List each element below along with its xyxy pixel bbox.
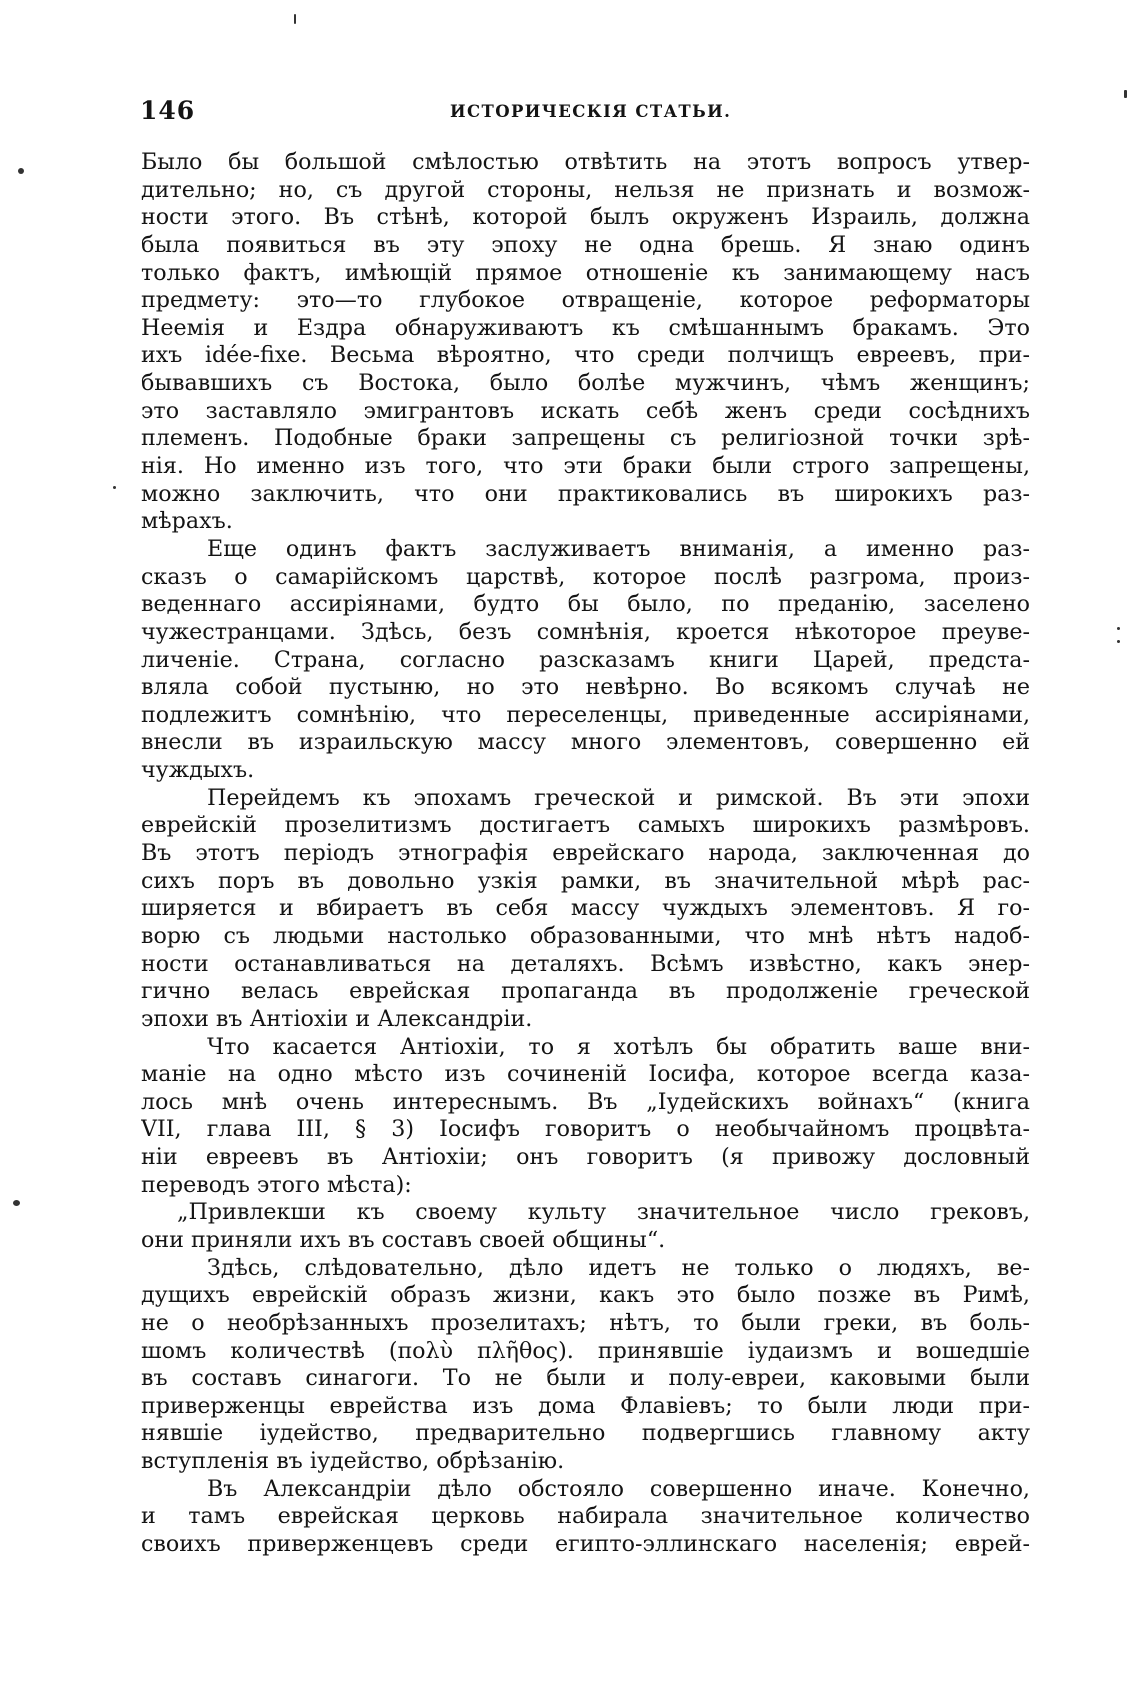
- text-line: VII, глава III, § 3) Іосифъ говоритъ о необычайномъ процвѣта-: [141, 1116, 1030, 1143]
- text-line: веденнаго ассиріянами, будто бы было, по преданію, заселено: [141, 591, 1030, 618]
- text-line: и тамъ еврейская церковь набирала значительное количество: [141, 1503, 1030, 1530]
- paragraph-start-line: Еще одинъ фактъ заслуживаетъ вниманія, а именно раз-: [207, 535, 1030, 562]
- text-line: ности этого. Въ стѣнѣ, которой былъ окруженъ Израиль, должна: [141, 204, 1030, 231]
- text-line: бывавшихъ съ Востока, было болѣе мужчинъ, чѣмъ женщинъ;: [141, 370, 1030, 397]
- text-line: маніе на одно мѣсто изъ сочиненій Іосифа, которое всегда каза-: [141, 1061, 1030, 1088]
- text-line: приверженцы еврейства изъ дома Флавіевъ; то были люди при-: [141, 1392, 1030, 1419]
- quote-line: „Привлекши къ своему культу значительное число грековъ,: [177, 1199, 1030, 1226]
- text-line: лось мнѣ очень интереснымъ. Въ „Іудейскихъ войнахъ“ (книга: [141, 1088, 1030, 1115]
- text-line: только фактъ, имѣющій прямое отношеніе къ занимающему насъ: [141, 259, 1030, 286]
- text-line: сихъ поръ въ довольно узкія рамки, въ значительной мѣрѣ рас-: [141, 867, 1030, 894]
- body-text: [141, 149, 1030, 1559]
- text-line: нія. Но именно изъ того, что эти браки были строго запрещены,: [141, 453, 1030, 480]
- text-line: шомъ количествѣ (πολὺ πλῆθος). принявшіе іудаизмъ и вошедшіе: [141, 1337, 1030, 1364]
- paragraph-start-line: Въ Александріи дѣло обстояло совершенно иначе. Конечно,: [207, 1475, 1030, 1502]
- running-title: ИСТОРИЧЕСКІЯ СТАТЬИ.: [450, 102, 732, 121]
- text-line: мѣрахъ.: [141, 508, 233, 535]
- text-line: эпохи въ Антіохіи и Александріи.: [141, 1005, 533, 1032]
- page-number: 146: [140, 96, 196, 125]
- text-line: подлежитъ сомнѣнію, что переселенцы, приведенные ассиріянами,: [141, 701, 1030, 728]
- text-line: вляла собой пустыню, но это невѣрно. Во всякомъ случаѣ не: [141, 674, 1030, 701]
- text-line: ихъ idée-fixe. Весьма вѣроятно, что среди полчищъ евреевъ, при-: [141, 342, 1030, 369]
- paragraph-start-line: Что касается Антіохіи, то я хотѣлъ бы обратить ваше вни-: [207, 1033, 1030, 1060]
- text-line: чужестранцами. Здѣсь, безъ сомнѣнія, кроется нѣкоторое преуве-: [141, 618, 1030, 645]
- paragraph-start-line: Здѣсь, слѣдовательно, дѣло идетъ не только о людяхъ, ве-: [207, 1254, 1030, 1281]
- text-line: Было бы большой смѣлостью отвѣтить на этотъ вопросъ утвер-: [141, 149, 1030, 175]
- text-line: личеніе. Страна, согласно разсказамъ книги Царей, предста-: [141, 646, 1030, 673]
- text-line: еврейскій прозелитизмъ достигаетъ самыхъ широкихъ размѣровъ.: [141, 812, 1030, 839]
- text-line: можно заключить, что они практиковались въ широкихъ раз-: [141, 480, 1030, 507]
- text-line: дительно; но, съ другой стороны, нельзя не признать и возмож-: [141, 176, 1030, 203]
- text-line: внесли въ израильскую массу много элементовъ, совершенно ей: [141, 729, 1030, 756]
- scan-speck: [1124, 90, 1127, 98]
- text-line: не о необрѣзанныхъ прозелитахъ; нѣтъ, то были греки, въ боль-: [141, 1309, 1030, 1336]
- paragraph-start-line: Перейдемъ къ эпохамъ греческой и римской. Въ эти эпохи: [207, 784, 1030, 811]
- scan-speck: [1117, 640, 1120, 643]
- text-line: вступленія въ іудейство, обрѣзанію.: [141, 1448, 565, 1475]
- scan-speck: [294, 14, 296, 24]
- text-line: чуждыхъ.: [141, 757, 255, 784]
- quote-line: они приняли ихъ въ составъ своей общины“.: [141, 1226, 666, 1253]
- text-line: дущихъ еврейскій образъ жизни, какъ это было позже въ Римѣ,: [141, 1282, 1030, 1309]
- text-line: предмету: это—то глубокое отвращеніе, которое реформаторы: [141, 287, 1030, 314]
- scan-speck: [18, 168, 24, 174]
- text-line: сказъ о самарійскомъ царствѣ, которое послѣ разгрома, произ-: [141, 563, 1030, 590]
- text-line: ворю съ людьми настолько образованными, что мнѣ нѣтъ надоб-: [141, 922, 1030, 949]
- page-header: [140, 94, 1040, 134]
- text-line: ности останавливаться на деталяхъ. Всѣмъ извѣстно, какъ энер-: [141, 950, 1030, 977]
- scan-speck: [13, 1200, 20, 1206]
- text-line: Въ этотъ періодъ этнографія еврейскаго народа, заключенная до: [141, 840, 1030, 867]
- text-line: переводъ этого мѣста):: [141, 1171, 412, 1198]
- text-line: племенъ. Подобные браки запрещены съ религіозной точки зрѣ-: [141, 425, 1030, 452]
- text-line: въ составъ синагоги. То не были и полу-евреи, каковыми были: [141, 1365, 1030, 1392]
- text-line: Неемія и Ездра обнаруживаютъ къ смѣшаннымъ бракамъ. Это: [141, 314, 1030, 341]
- text-line: была появиться въ эту эпоху не одна брешь. Я знаю одинъ: [141, 231, 1030, 258]
- text-line: это заставляло эмигрантовъ искать себѣ женъ среди сосѣднихъ: [141, 397, 1030, 424]
- text-line: нявшіе іудейство, предварительно подвергшись главному акту: [141, 1420, 1030, 1447]
- scan-speck: [1117, 627, 1120, 630]
- text-line: ширяется и вбираетъ въ себя массу чуждыхъ элементовъ. Я го-: [141, 895, 1030, 922]
- text-line: ніи евреевъ въ Антіохіи; онъ говоритъ (я привожу дословный: [141, 1144, 1030, 1171]
- scan-speck: [113, 486, 116, 489]
- text-line: своихъ приверженцевъ среди египто-эллинскаго населенія; еврей-: [141, 1531, 1030, 1558]
- text-line: гично велась еврейская пропаганда въ продолженіе греческой: [141, 978, 1030, 1005]
